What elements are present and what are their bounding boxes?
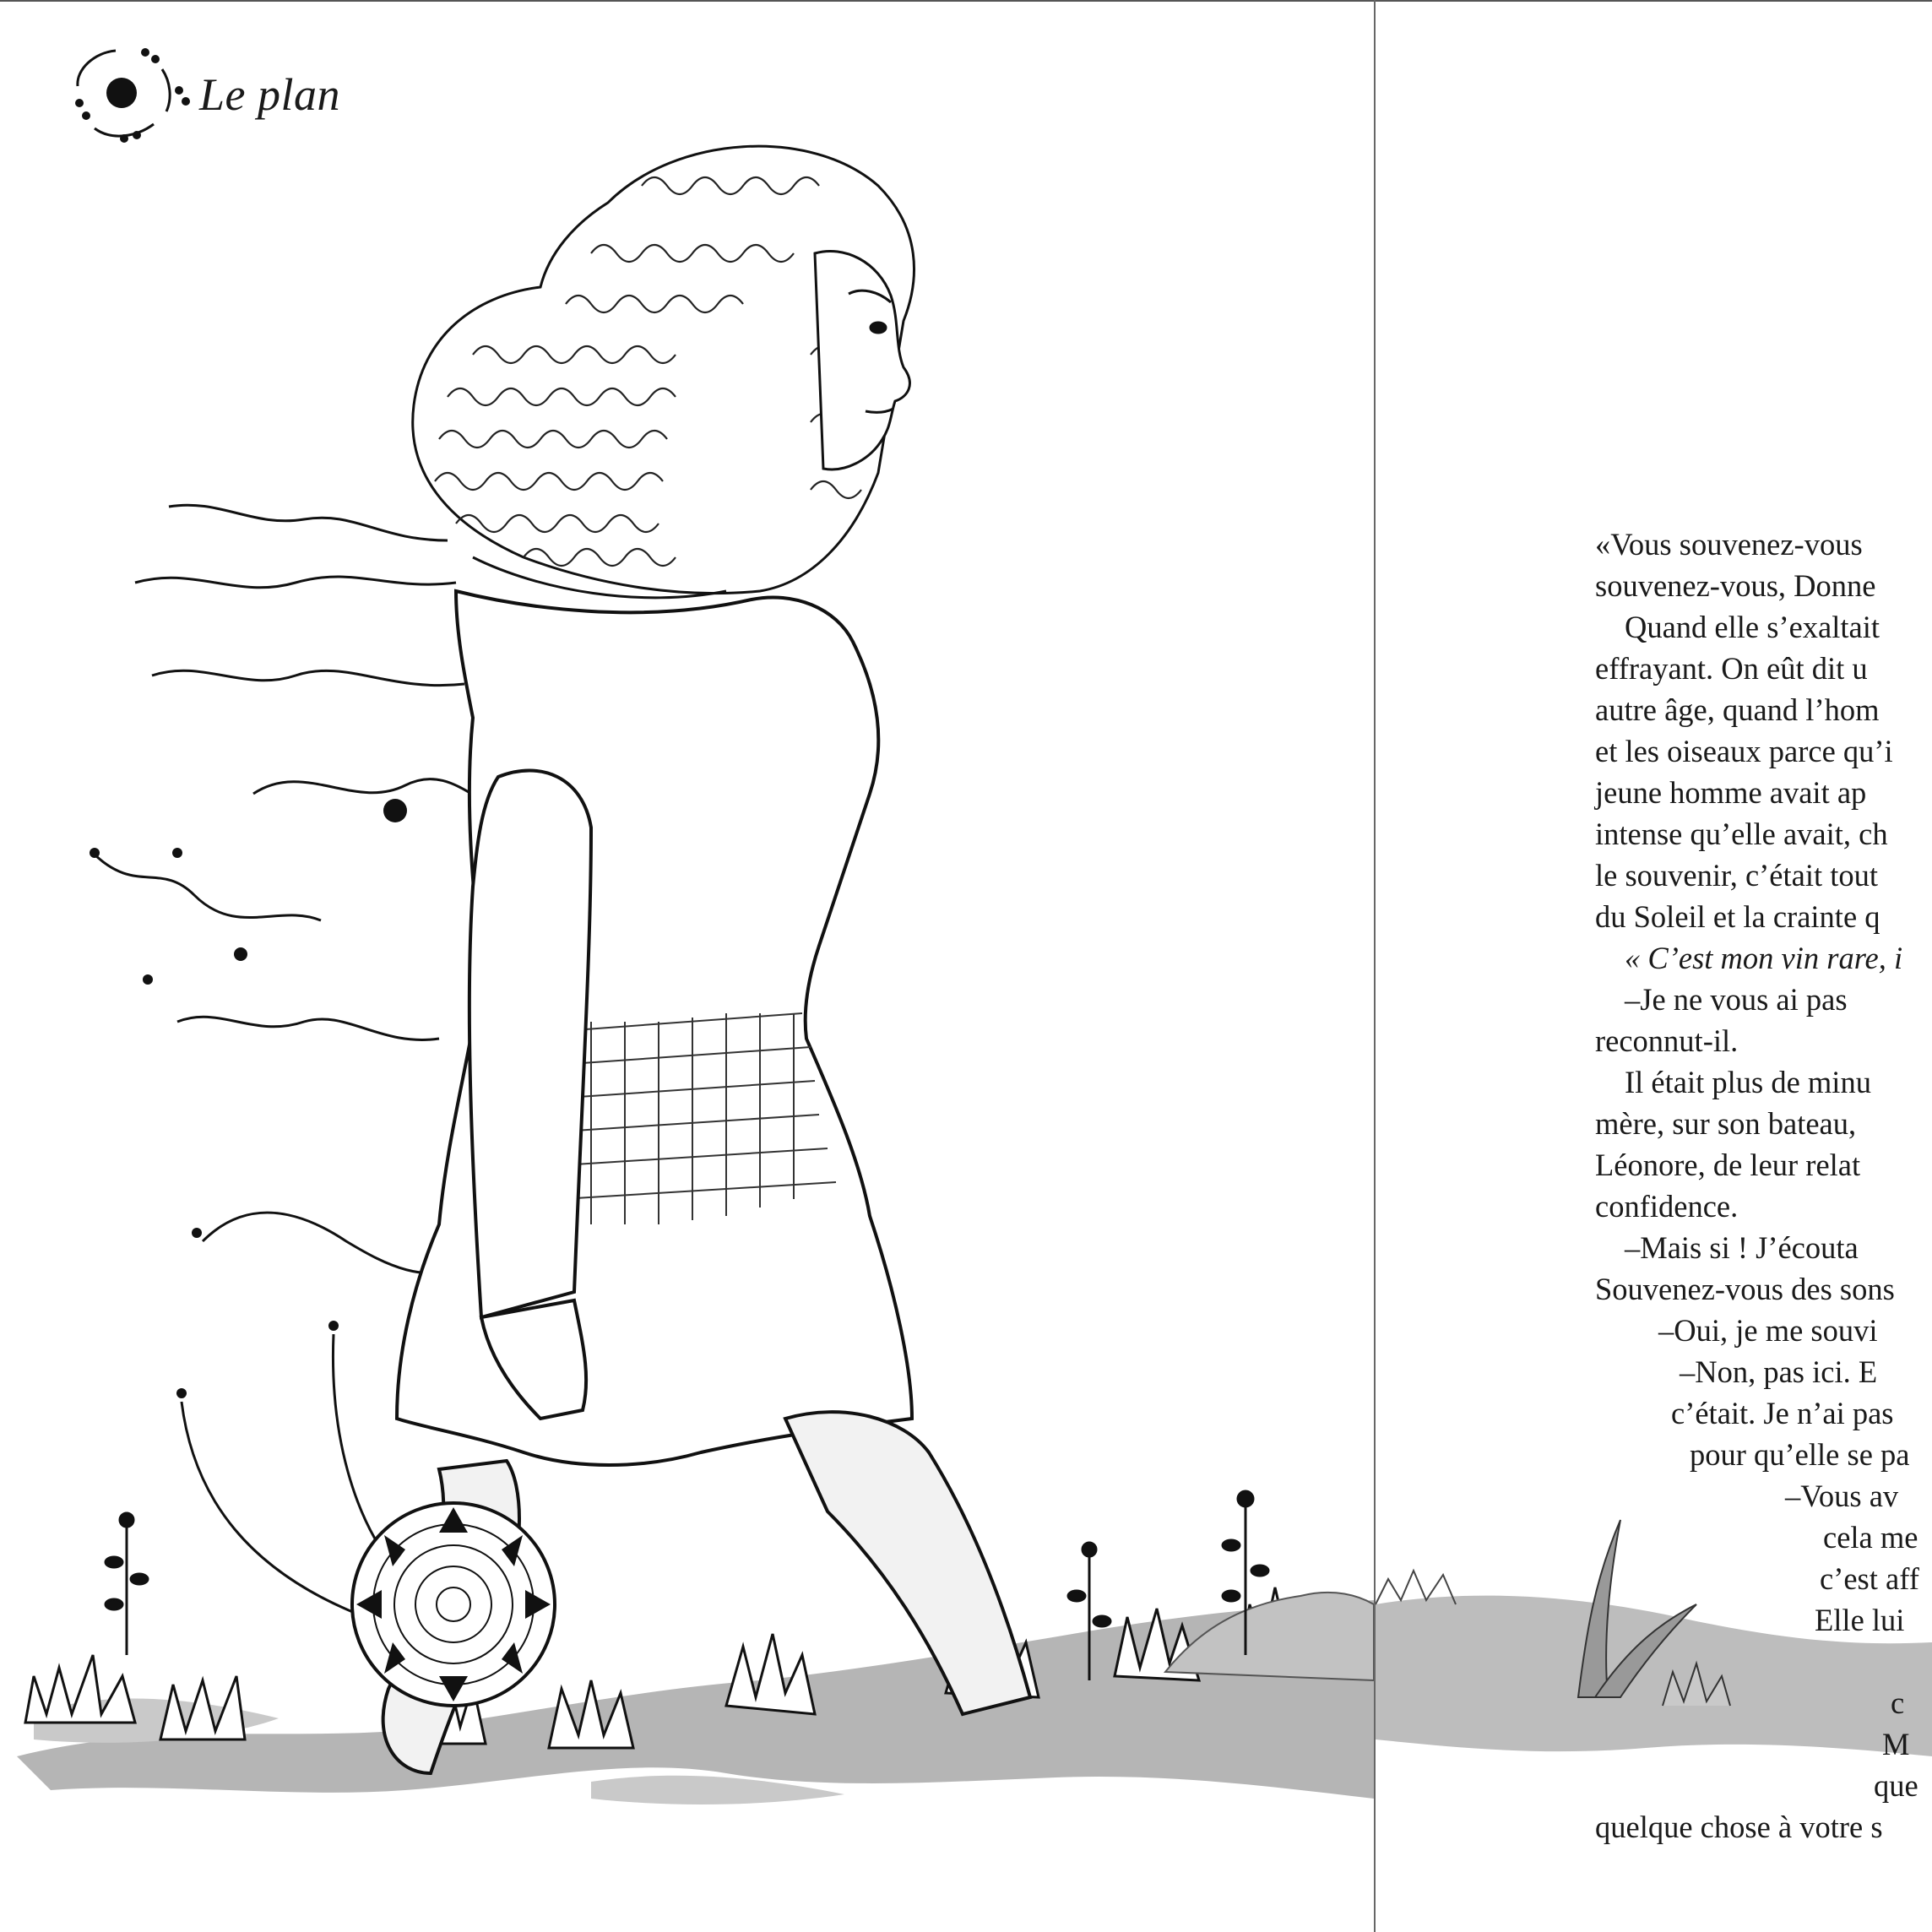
chapter-title: Le plan <box>199 69 341 120</box>
text-line: c <box>1891 1685 1905 1720</box>
text-line: jeune homme avait ap <box>1595 775 1867 810</box>
text-line: « C’est mon vin rare, i <box>1625 941 1903 975</box>
text-line: reconnut-il. <box>1595 1023 1739 1058</box>
text-line: –Oui, je me souvi <box>1658 1313 1878 1348</box>
wind-lines <box>93 505 507 1613</box>
text-line: c’est aff <box>1820 1561 1919 1596</box>
text-line: effrayant. On eût dit u <box>1595 651 1868 686</box>
text-line: –Vous av <box>1785 1479 1899 1513</box>
text-line: –Non, pas ici. E <box>1680 1354 1878 1389</box>
chapter-header <box>61 52 340 137</box>
text-line: et les oiseaux parce qu’i <box>1595 734 1893 768</box>
arm <box>469 771 591 1419</box>
text-line: cela me <box>1823 1520 1918 1555</box>
text-line: c’était. Je n’ai pas <box>1671 1396 1894 1430</box>
round-drum <box>352 1503 555 1706</box>
text-line: Quand elle s’exaltait <box>1625 610 1880 644</box>
text-line: Léonore, de leur relat <box>1595 1148 1861 1182</box>
text-line: quelque chose à votre s <box>1595 1810 1883 1844</box>
text-line: mère, sur son bateau, <box>1595 1106 1857 1141</box>
text-line: M <box>1882 1727 1910 1761</box>
meadow-ground <box>17 1600 1374 1804</box>
text-line: autre âge, quand l’hom <box>1595 692 1880 727</box>
text-line: Elle lui <box>1815 1603 1905 1637</box>
text-line: intense qu’elle avait, ch <box>1595 817 1888 851</box>
text-line: pour qu’elle se pa <box>1690 1437 1910 1472</box>
text-line: Souvenez-vous des sons <box>1595 1272 1895 1306</box>
sun-and-tadpoles-emblem-icon <box>61 35 196 154</box>
text-line: que <box>1874 1768 1918 1803</box>
text-line: Il était plus de minu <box>1625 1065 1871 1099</box>
text-line: «Vous souvenez-vous <box>1595 527 1863 562</box>
text-line: souvenez-vous, Donne <box>1595 568 1876 603</box>
text-line: le souvenir, c’était tout <box>1595 858 1879 893</box>
right-page <box>1376 0 1932 1932</box>
text-line: confidence. <box>1595 1189 1739 1224</box>
body-text <box>1376 0 1932 1932</box>
text-line: du Soleil et la crainte q <box>1595 899 1880 934</box>
text-line: –Je ne vous ai pas <box>1625 982 1848 1017</box>
text-line: –Mais si ! J’écouta <box>1625 1230 1859 1265</box>
